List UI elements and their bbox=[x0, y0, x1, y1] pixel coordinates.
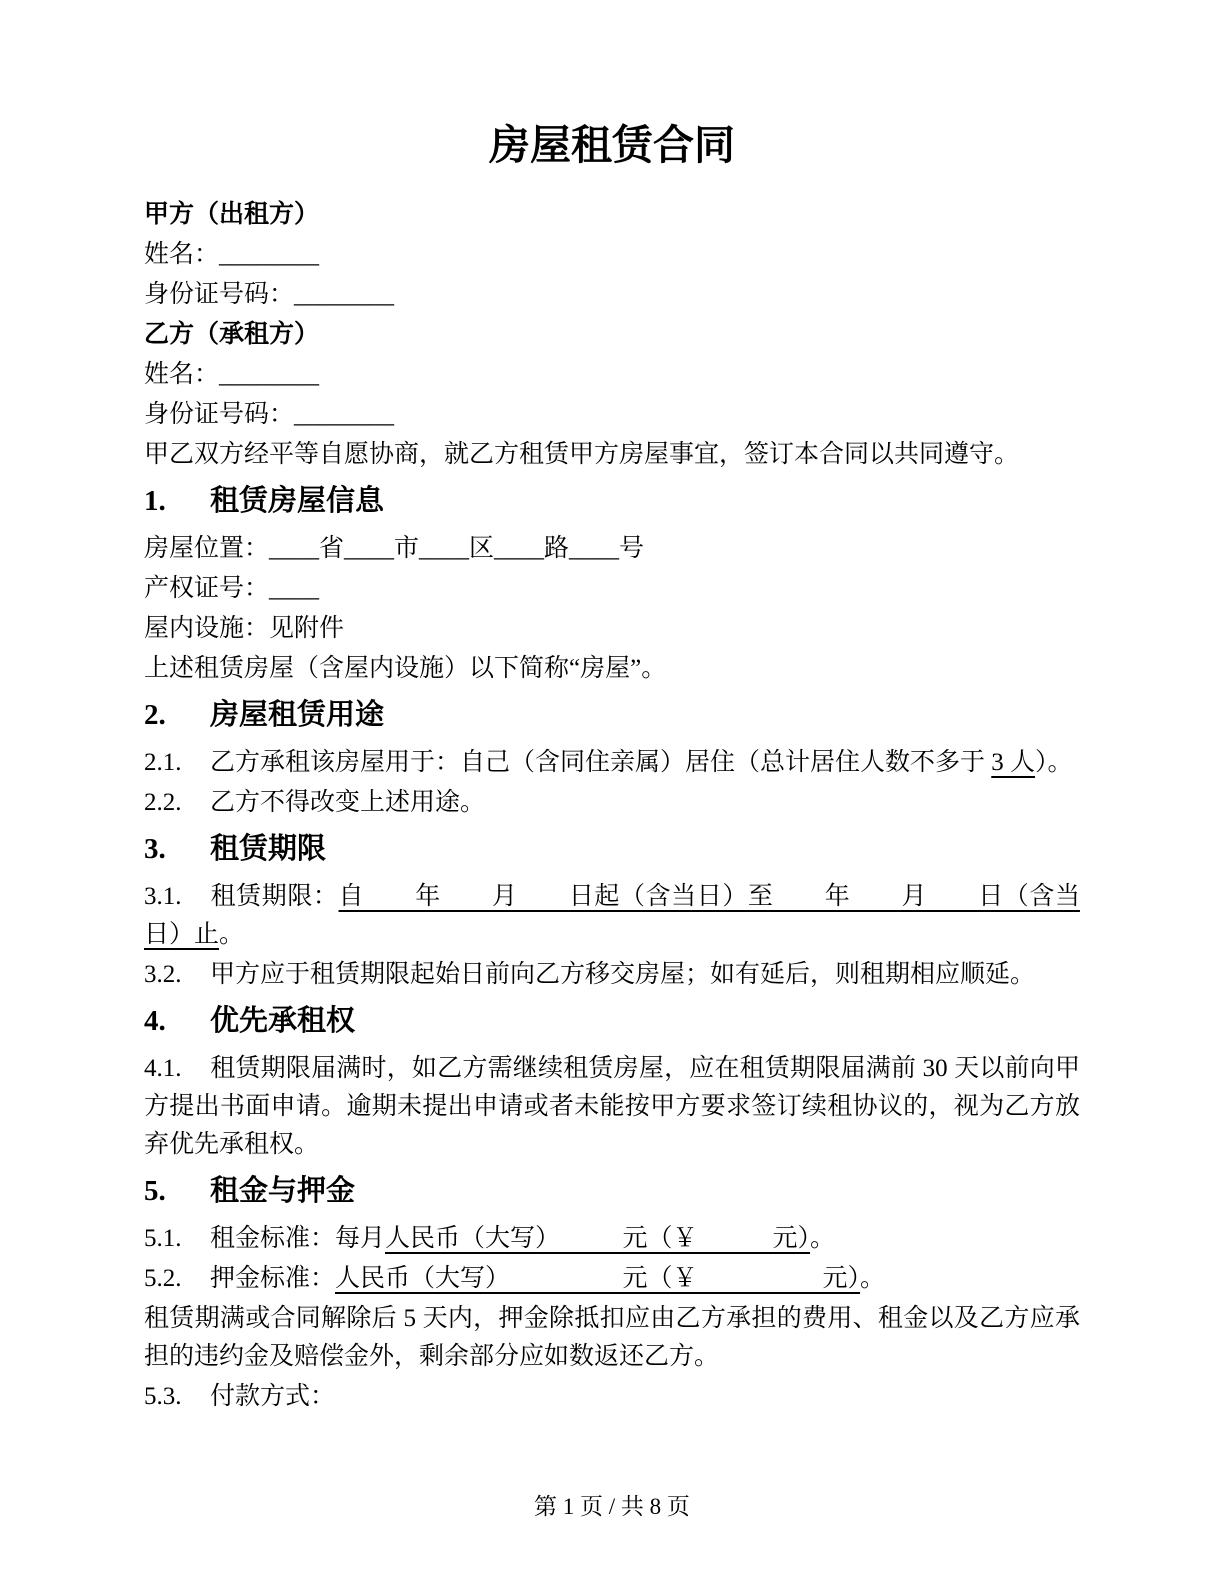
clause-3-2-number: 3.2. bbox=[144, 961, 182, 988]
party-a-id-blank: ________ bbox=[294, 281, 395, 308]
clause-4-1 bbox=[144, 1050, 1080, 1164]
section-2-title: 房屋租赁用途 bbox=[210, 699, 385, 731]
clause-5-2-label: 押金标准： bbox=[210, 1265, 336, 1292]
deposit-refund-paragraph: 租赁期满或合同解除后 5 天内，押金除抵扣应由乙方承担的费用、租金以及乙方应承担的违约金及赔偿金外，剩余部分应如数返还乙方。 bbox=[144, 1305, 1080, 1370]
clause-5-2 bbox=[144, 1260, 1080, 1298]
clause-3-1-number: 3.1. bbox=[144, 883, 182, 910]
house-location-label: 房屋位置： bbox=[144, 535, 270, 562]
party-a-name-line bbox=[144, 236, 1080, 274]
house-location-line bbox=[144, 530, 1080, 568]
section-3-heading bbox=[144, 828, 1080, 870]
section-5-title: 租金与押金 bbox=[210, 1175, 356, 1207]
section-2-heading bbox=[144, 694, 1080, 736]
property-cert-line bbox=[144, 570, 1080, 608]
party-b-id-blank: ________ bbox=[294, 401, 395, 428]
clause-3-1-label: 租赁期限： bbox=[210, 883, 339, 910]
section-3-title: 租赁期限 bbox=[210, 833, 327, 865]
party-a-name-blank: ________ bbox=[219, 241, 320, 268]
property-cert-blank: ____ bbox=[269, 575, 320, 602]
party-a-name-label: 姓名： bbox=[144, 241, 220, 268]
clause-2-2-number: 2.2. bbox=[144, 789, 182, 816]
clause-5-3 bbox=[144, 1378, 1080, 1416]
clause-2-1-text-end: ）。 bbox=[1035, 749, 1073, 776]
clause-5-3-number: 5.3. bbox=[144, 1383, 182, 1410]
facilities-line: 屋内设施：见附件 bbox=[144, 615, 345, 642]
section-1-title: 租赁房屋信息 bbox=[210, 485, 385, 517]
party-a-id-label: 身份证号码： bbox=[144, 281, 295, 308]
clause-5-2-underlined-blank: 人民币（大写） 元（￥ 元） bbox=[335, 1265, 861, 1292]
clause-2-1 bbox=[144, 744, 1080, 782]
clause-3-1 bbox=[144, 878, 1080, 954]
party-a-id-line bbox=[144, 276, 1080, 314]
clause-2-1-number: 2.1. bbox=[144, 749, 182, 776]
party-b-name-line bbox=[144, 356, 1080, 394]
clause-2-1-text: 乙方承租该房屋用于：自己（含同住亲属）居住（总计居住人数不多于 bbox=[210, 749, 992, 776]
page-footer: 第 1 页 / 共 8 页 bbox=[534, 1494, 690, 1519]
section-4-number: 4. bbox=[144, 1005, 166, 1037]
house-definition-line: 上述租赁房屋（含屋内设施）以下简称“房屋”。 bbox=[144, 655, 667, 682]
clause-4-1-text: 租赁期限届满时，如乙方需继续租赁房屋，应在租赁期限届满前 30 天以前向甲方提出书面申请。逾期未提出申请或者未能按甲方要求签订续租协议的，视为乙方放弃优先承租权。 bbox=[144, 1055, 1080, 1158]
clause-5-2-text-end: 。 bbox=[860, 1265, 886, 1292]
clause-5-1-label: 租金标准：每月 bbox=[210, 1225, 386, 1252]
section-1-heading bbox=[144, 480, 1080, 522]
clause-3-2 bbox=[144, 956, 1080, 994]
section-3-number: 3. bbox=[144, 833, 166, 865]
section-5-heading bbox=[144, 1170, 1080, 1212]
clause-3-1-text-end: 。 bbox=[219, 921, 245, 948]
clause-5-1-text-end: 。 bbox=[810, 1225, 836, 1252]
party-b-name-label: 姓名： bbox=[144, 361, 220, 388]
clause-5-1-underlined-blank: 人民币（大写） 元（￥ 元） bbox=[385, 1225, 811, 1252]
party-b-heading: 乙方（承租方） bbox=[144, 321, 320, 348]
party-a-heading: 甲方（出租方） bbox=[144, 201, 320, 228]
section-4-title: 优先承租权 bbox=[210, 1005, 356, 1037]
section-5-number: 5. bbox=[144, 1175, 166, 1207]
clause-3-1-underlined-blank: 自 年 月 日起（含当日）至 年 月 日（含当日）止 bbox=[144, 883, 1080, 948]
clause-2-2-text: 乙方不得改变上述用途。 bbox=[210, 789, 486, 816]
party-b-id-line bbox=[144, 396, 1080, 434]
clause-3-2-text: 甲方应于租赁期限起始日前向乙方移交房屋；如有延后，则租期相应顺延。 bbox=[210, 961, 1036, 988]
clause-5-3-text: 付款方式： bbox=[210, 1383, 336, 1410]
party-b-id-label: 身份证号码： bbox=[144, 401, 295, 428]
clause-5-1 bbox=[144, 1220, 1080, 1258]
party-b-name-blank: ________ bbox=[219, 361, 320, 388]
section-1-number: 1. bbox=[144, 485, 166, 517]
section-4-heading bbox=[144, 1000, 1080, 1042]
clause-5-2-number: 5.2. bbox=[144, 1265, 182, 1292]
house-location-blanks: ____省____市____区____路____号 bbox=[269, 535, 645, 562]
document-title: 房屋租赁合同 bbox=[489, 122, 735, 168]
clause-2-1-underlined-value: 3 人 bbox=[991, 749, 1036, 776]
intro-paragraph: 甲乙双方经平等自愿协商，就乙方租赁甲方房屋事宜，签订本合同以共同遵守。 bbox=[144, 441, 1020, 468]
clause-4-1-number: 4.1. bbox=[144, 1055, 182, 1082]
property-cert-label: 产权证号： bbox=[144, 575, 270, 602]
clause-2-2 bbox=[144, 784, 1080, 822]
section-2-number: 2. bbox=[144, 699, 166, 731]
clause-5-1-number: 5.1. bbox=[144, 1225, 182, 1252]
